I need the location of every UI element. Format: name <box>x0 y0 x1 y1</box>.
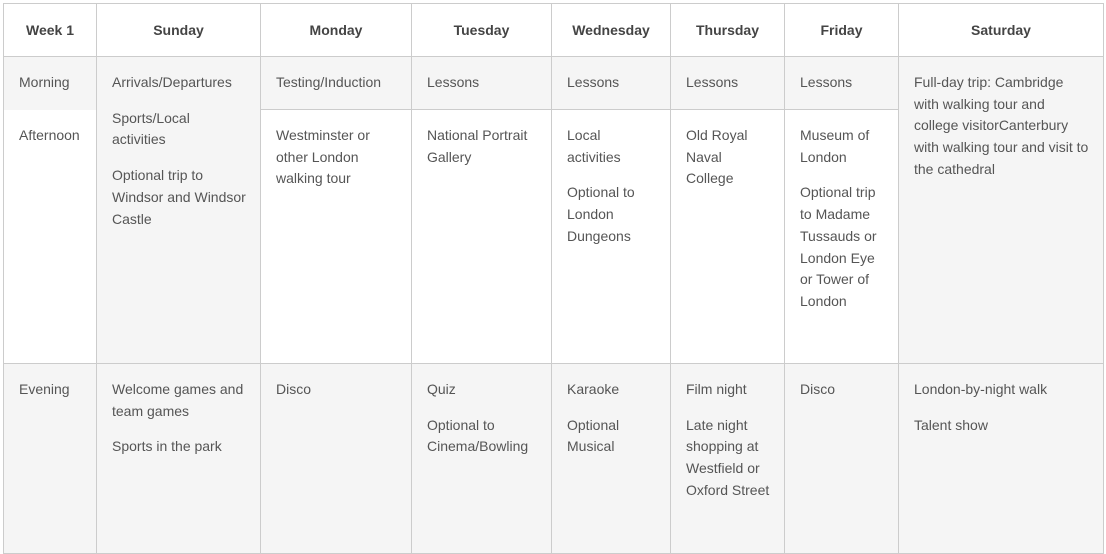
tuesday-evening-cell: Quiz Optional to Cinema/Bowling <box>412 364 552 554</box>
header-thursday: Thursday <box>671 4 785 57</box>
morning-row <box>4 57 1104 110</box>
sunday-day-cell <box>97 57 261 364</box>
sunday-entry: Arrivals/Departures <box>112 74 232 90</box>
row-label-afternoon: Afternoon <box>4 110 97 364</box>
monday-morning-cell: Testing/Induction <box>261 57 412 110</box>
thursday-afternoon-cell: Old Royal Naval College <box>671 110 785 364</box>
wednesday-evening-cell: Karaoke Optional Musical <box>552 364 671 554</box>
thursday-morning-cell: Lessons <box>671 57 785 110</box>
header-saturday: Saturday <box>899 4 1104 57</box>
header-row <box>4 4 1104 57</box>
thursday-evening-cell: Film night Late night shopping at Westfield or Oxford Street <box>671 364 785 554</box>
saturday-day-cell <box>899 57 1104 364</box>
saturday-evening-cell: London-by-night walk Talent show <box>899 364 1104 554</box>
header-wednesday: Wednesday <box>552 4 671 57</box>
header-monday: Monday <box>261 4 412 57</box>
row-label-morning: Morning <box>4 57 97 110</box>
row-label-evening: Evening <box>4 364 97 554</box>
evening-row <box>4 364 1104 554</box>
header-week: Week 1 <box>4 4 97 57</box>
header-friday: Friday <box>785 4 899 57</box>
week-1-schedule-table <box>3 3 1104 554</box>
friday-afternoon-cell: Museum of London Optional trip to Madame Tussauds or London Eye or Tower of London <box>785 110 899 364</box>
wednesday-morning-cell: Lessons <box>552 57 671 110</box>
sunday-evening-cell: Welcome games and team games Sports in the park <box>97 364 261 554</box>
saturday-entry: Full-day trip: Cambridge with walking tour and college visitorCanterbury with walking tour and visit to the cathedral <box>914 74 1089 177</box>
wednesday-afternoon-cell: Local activities Optional to London Dungeons <box>552 110 671 364</box>
friday-morning-cell: Lessons <box>785 57 899 110</box>
friday-evening-cell: Disco <box>785 364 899 554</box>
tuesday-afternoon-cell: National Portrait Gallery <box>412 110 552 364</box>
tuesday-morning-cell: Lessons <box>412 57 552 110</box>
monday-afternoon-cell: Westminster or other London walking tour <box>261 110 412 364</box>
header-sunday: Sunday <box>97 4 261 57</box>
sunday-entry: Sports/Local activities <box>112 109 190 148</box>
sunday-entry: Optional trip to Windsor and Windsor Castle <box>112 167 246 227</box>
monday-evening-cell: Disco <box>261 364 412 554</box>
header-tuesday: Tuesday <box>412 4 552 57</box>
